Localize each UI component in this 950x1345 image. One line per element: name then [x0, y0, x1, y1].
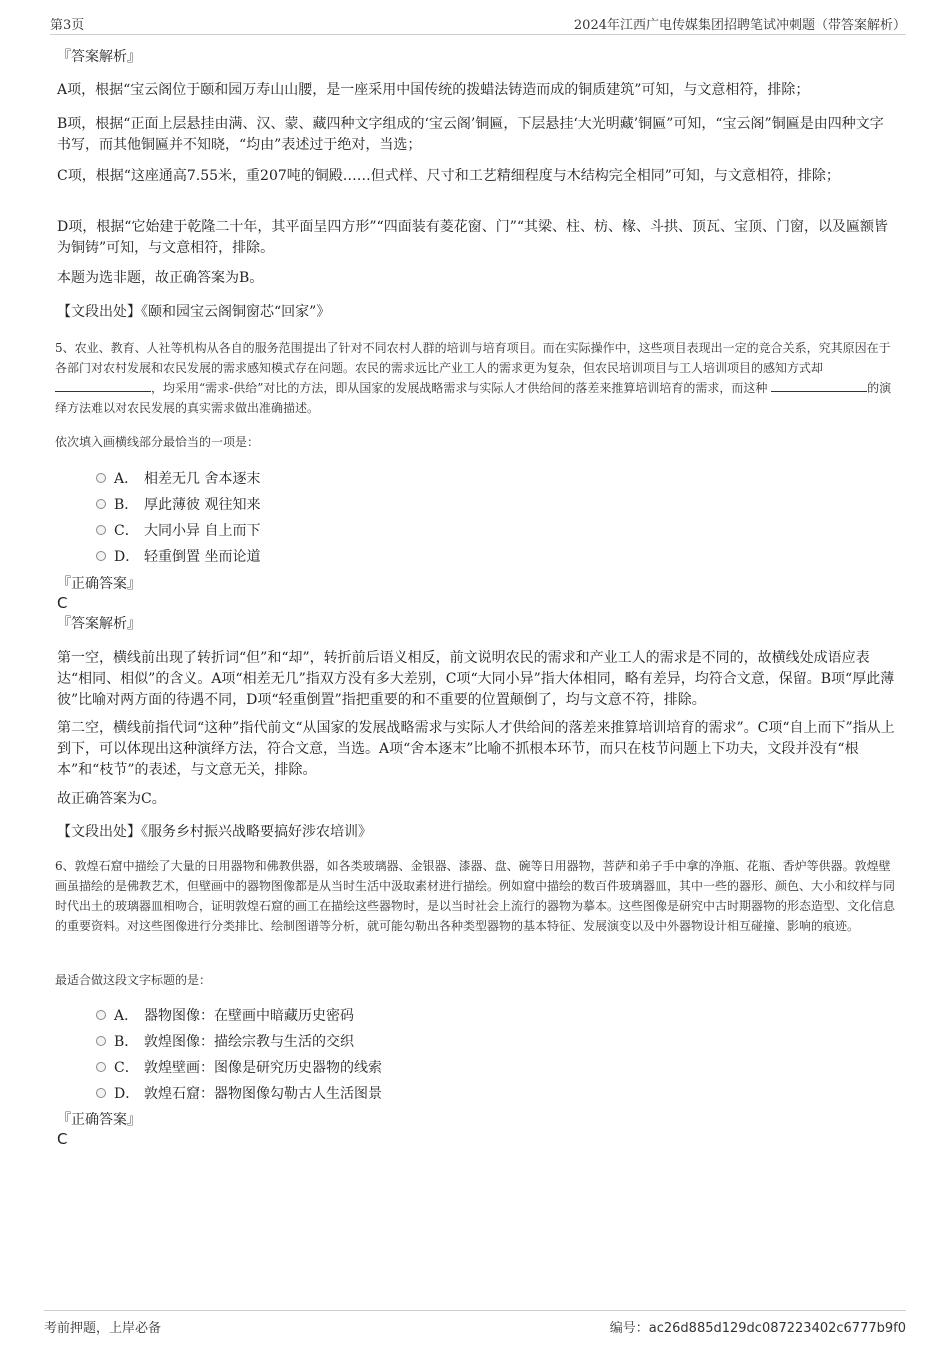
code-label: 编号：: [609, 1321, 649, 1336]
q5-prompt: 依次填入画横线部分最恰当的一项是：: [55, 435, 260, 449]
page-footer: [44, 1310, 906, 1335]
q5-answer: C: [57, 594, 68, 612]
radio-icon[interactable]: [96, 1036, 106, 1046]
q5-answer-label: 『正确答案』: [57, 576, 141, 592]
q5-analysis-p2: 第二空，横线前指代词“这种”指代前文“从国家的发展战略需求与实际人才供给间的落差来推算培训培育的需求”。C项“自上而下”指从上到下，可以体现出这种演绎方法，符合文意，当选。A项“舍本逐末”比喻不抓根本环节，而只在枝节问题上下功夫，文段并没有“根本”和“枝节”的表述，与文意无关，排除。: [57, 720, 895, 778]
option-text: 敦煌壁画：图像是研究历史器物的线索: [144, 1060, 382, 1076]
option-text: 相差无几 舍本逐末: [144, 471, 261, 487]
option-letter: B．: [114, 1034, 139, 1050]
radio-icon[interactable]: [96, 499, 106, 509]
option-letter: A．: [114, 1008, 139, 1024]
q5-stem: [55, 338, 900, 418]
q6-answer: C: [57, 1130, 68, 1148]
document-code: [610, 1317, 906, 1336]
option-text: 轻重倒置 坐而论道: [144, 549, 261, 565]
q5-stem-part2: ，均采用“需求-供给”对比的方法，即从国家的发展战略需求与实际人才供给间的落差来推算培训培育的需求，而这种: [151, 381, 768, 395]
q5-analysis-p1: 第一空，横线前出现了转折词“但”和“却”，转折前后语义相反，前文说明农民的需求和产业工人的需求是不同的，故横线处成语应表达“相同、相似”的含义。A项“相差无几”指双方没有多大差别，C项“大同小异”指大体相同，略有差异，均符合文意，保留。B项“厚此薄彼”比喻对两方面的待遇不同，D项“轻重倒置”指把重要的和不重要的位置颠倒了，均与文意不符，排除。: [57, 650, 895, 708]
radio-icon[interactable]: [96, 473, 106, 483]
q4-analysis-d: D项，根据“它始建于乾隆二十年，其平面呈四方形”“四面装有菱花窗、门”“其梁、柱、枋、椽、斗拱、顶瓦、宝顶、门窗，以及匾额皆为铜铸”可知，与文意相符，排除。: [57, 219, 889, 256]
q4-conclusion: 本题为选非题，故正确答案为B。: [57, 270, 264, 286]
option-text: 敦煌石窟：器物图像勾勒古人生活图景: [144, 1086, 382, 1102]
blank-2: [771, 379, 867, 392]
option-text: 敦煌图像：描绘宗教与生活的交织: [144, 1034, 354, 1050]
q6-option-b[interactable]: [96, 1031, 354, 1051]
q5-stem-part3: 的演绎方法难以对农民发展的真实需求做出准确描述。: [55, 381, 892, 415]
q5-option-b[interactable]: [96, 494, 260, 514]
q4-analysis-c: C项，根据“这座通高7.55米，重207吨的铜殿……但式样、尺寸和工艺精细程度与木结构完全相同”可知，与文意相符，排除；: [57, 168, 840, 184]
radio-icon[interactable]: [96, 1062, 106, 1072]
q6-stem: 6、敦煌石窟中描绘了大量的日用器物和佛教供器，如各类玻璃器、金银器、漆器、盘、碗等日用器物，菩萨和弟子手中拿的净瓶、花瓶、香炉等供器。敦煌壁画虽描绘的是佛教艺术，但壁画中的器物图像都是从当时生活中汲取素材进行描绘。例如窟中描绘的数百件玻璃器皿，其中一些的器形、颜色、大小和纹样与同时代出土的玻璃器皿相吻合，证明敦煌石窟的画工在描绘这些器物时，是以当时社会上流行的器物为摹本。这些图像是研究中古时期器物的形态造型、文化信息的重要资料。对这些图像进行分类排比、绘制图谱等分析，就可能勾勒出各种类型器物的基本特征、发展演变以及中外器物设计相互碰撞、影响的痕迹。: [55, 859, 896, 933]
radio-icon[interactable]: [96, 551, 106, 561]
code-value: ac26d885d129dc087223402c6777b9f0: [648, 1321, 906, 1336]
q5-analysis-label: 『答案解析』: [57, 616, 141, 632]
q4-analysis-a: A项，根据“宝云阁位于颐和园万寿山山腰，是一座采用中国传统的拨蜡法铸造而成的铜质建筑”可知，与文意相符，排除；: [57, 82, 810, 98]
q4-analysis-label: 『答案解析』: [57, 49, 141, 65]
radio-icon[interactable]: [96, 1010, 106, 1020]
q5-stem-part1: 5、农业、教育、人社等机构从各自的服务范围提出了针对不同农村人群的培训与培育项目。而在实际操作中，这些项目表现出一定的竞合关系，究其原因在于各部门对农村发展和农民发展的需求感知模式存在问题。农民的需求远比产业工人的需求更为复杂，但农民培训项目与工人培训项目的感知方式却: [55, 341, 891, 375]
page-number: 第3页: [50, 18, 85, 33]
option-letter: C．: [114, 1060, 139, 1076]
q5-option-c[interactable]: [96, 520, 260, 540]
option-letter: D．: [114, 1086, 140, 1102]
option-letter: B．: [114, 497, 139, 513]
option-text: 器物图像：在壁画中暗藏历史密码: [144, 1008, 354, 1024]
page-header: [50, 14, 906, 35]
document-title: 2024年江西广电传媒集团招聘笔试冲刺题（带答案解析）: [573, 18, 906, 33]
q6-answer-label: 『正确答案』: [57, 1112, 141, 1128]
q4-analysis-b: B项，根据“正面上层悬挂由满、汉、蒙、藏四种文字组成的‘宝云阁’铜匾，下层悬挂‘大光明藏’铜匾”可知，“宝云阁”铜匾是由四种文字书写，而其他铜匾并不知晓，“均由”表述过于绝对，当选；: [57, 116, 884, 153]
radio-icon[interactable]: [96, 1088, 106, 1098]
q5-conclusion: 故正确答案为C。: [57, 791, 166, 807]
blank-1: [55, 379, 151, 392]
q5-option-a[interactable]: [96, 468, 260, 488]
radio-icon[interactable]: [96, 525, 106, 535]
option-text: 厚此薄彼 观往知来: [144, 497, 261, 513]
option-text: 大同小异 自上而下: [144, 523, 261, 539]
option-letter: C．: [114, 523, 139, 539]
option-letter: A．: [114, 471, 139, 487]
q4-source: 【文段出处】《颐和园宝云阁铜窗芯“回家”》: [57, 304, 331, 320]
q6-option-c[interactable]: [96, 1057, 382, 1077]
q6-option-a[interactable]: [96, 1005, 354, 1025]
q5-source: 【文段出处】《服务乡村振兴战略要搞好涉农培训》: [57, 824, 372, 840]
footer-slogan: 考前押题，上岸必备: [44, 1321, 162, 1336]
q5-option-d[interactable]: [96, 546, 260, 566]
q6-option-d[interactable]: [96, 1083, 382, 1103]
q6-prompt: 最适合做这段文字标题的是：: [55, 973, 212, 987]
option-letter: D．: [114, 549, 140, 565]
